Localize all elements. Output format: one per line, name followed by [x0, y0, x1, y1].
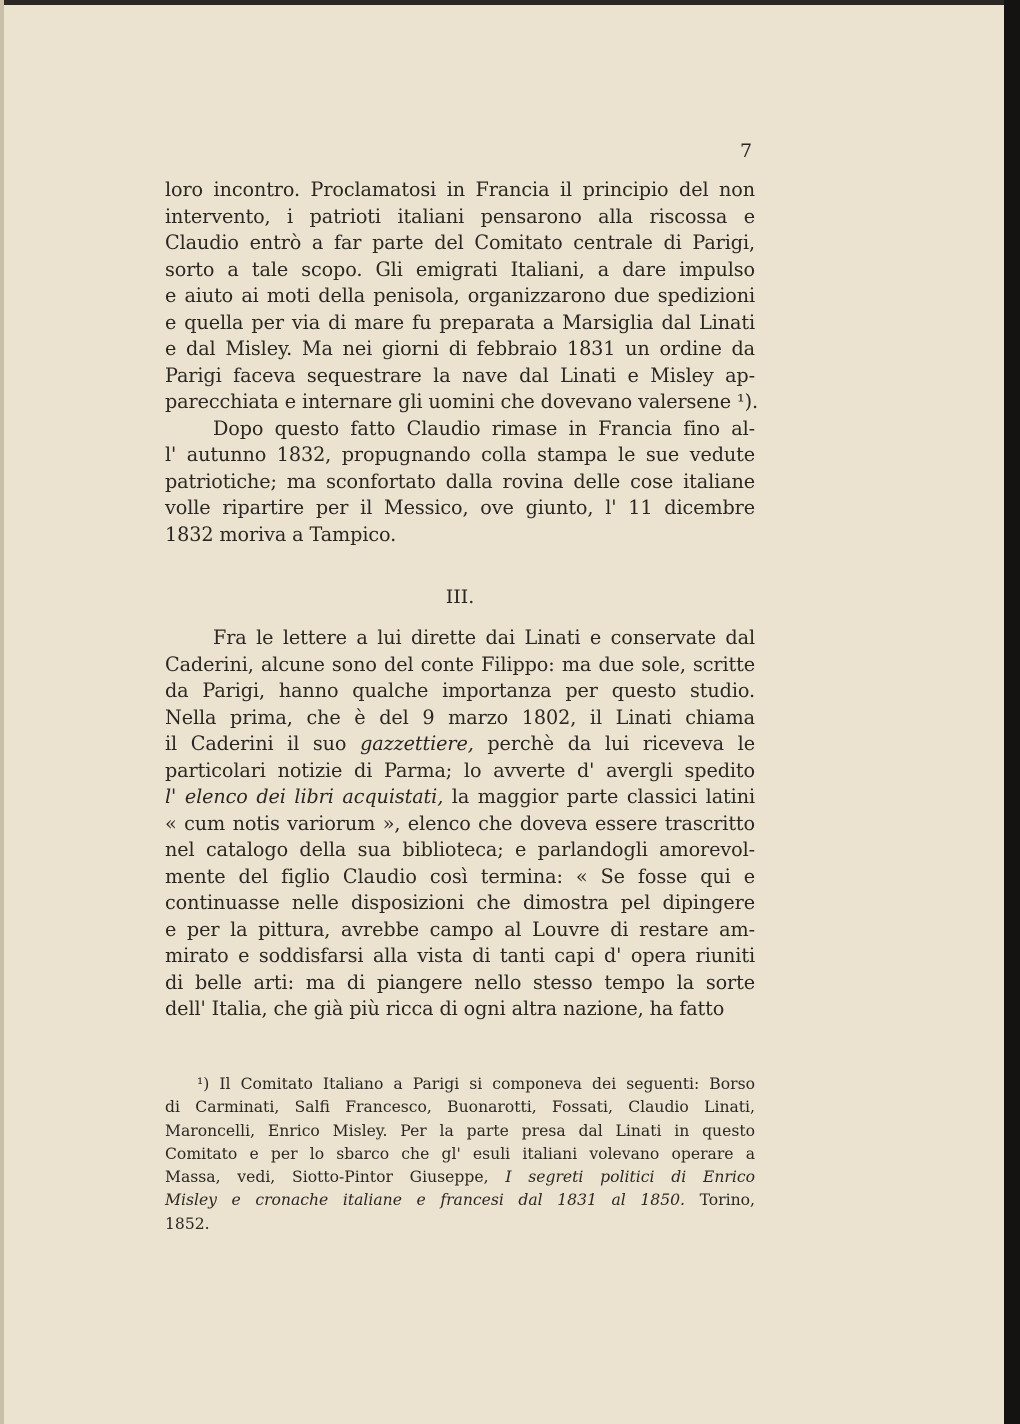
- text-line: [165, 442, 755, 469]
- text-run: Massa, vedi, Siotto-Pintor Giuseppe,: [165, 1168, 506, 1187]
- text-run: Dopo questo fatto Claudio rimase in Francia fino al-: [213, 416, 755, 440]
- text-run: la maggior parte classici latini: [443, 785, 755, 808]
- text-run: patriotiche; ma sconfortato dalla rovina delle cose italiane: [165, 469, 755, 493]
- text-line: [165, 1143, 755, 1166]
- text-line: [165, 469, 755, 496]
- text-line: [165, 811, 755, 838]
- text-line: [165, 363, 755, 390]
- text-line: [165, 652, 755, 679]
- text-run: « cum notis variorum », elenco che doveva essere trascritto: [165, 811, 755, 835]
- paragraph-block-2: [165, 625, 755, 1023]
- text-run: e quella per via di mare fu preparata a Marsiglia dal Linati: [165, 310, 755, 334]
- text-run: mente del figlio Claudio così termina: « Se fosse qui e: [165, 864, 755, 888]
- text-run: intervento, i patrioti italiani pensarono alla riscossa e: [165, 204, 755, 228]
- text-line: [165, 1166, 755, 1189]
- italic-text: gazzettiere,: [360, 732, 474, 755]
- text-run: e dal Misley. Ma nei giorni di febbraio 1831 un ordine da: [165, 337, 755, 360]
- text-line: [165, 864, 755, 891]
- text-run: e per la pittura, avrebbe campo al Louvre di restare am-: [165, 917, 755, 941]
- text-line: [165, 1096, 755, 1119]
- page-number: 7: [740, 140, 753, 162]
- text-line: [165, 996, 755, 1023]
- text-line: [165, 758, 755, 785]
- text-line: [165, 1073, 755, 1096]
- text-line: [165, 1213, 755, 1236]
- text-line: [165, 495, 755, 522]
- text-line: [165, 731, 755, 758]
- italic-text: Misley e cronache italiane e francesi dal 1831 al 1850.: [165, 1191, 685, 1210]
- footnote: [165, 1073, 755, 1236]
- text-line: [165, 177, 755, 204]
- text-line: [165, 917, 755, 944]
- text-run: Nella prima, che è del 9 marzo 1802, il Linati chiama: [165, 705, 755, 729]
- text-line: [165, 1189, 755, 1212]
- scan-left-edge: [0, 0, 4, 1424]
- text-run: continuasse nelle disposizioni che dimostra pel dipingere: [165, 891, 755, 914]
- text-line: [165, 943, 755, 970]
- text-run: ¹) Il Comitato Italiano a Parigi si componeva dei seguenti: Borso: [197, 1075, 755, 1093]
- text-run: il Caderini il suo: [165, 732, 361, 755]
- text-run: 1832 moriva a Tampico.: [165, 522, 397, 546]
- text-run: Parigi faceva sequestrare la nave dal Linati e Misley ap-: [165, 363, 755, 387]
- text-run: mirato e soddisfarsi alla vista di tanti capi d' opera riuniti: [165, 944, 755, 967]
- text-line: [165, 310, 755, 337]
- text-run: nel catalogo della sua biblioteca; e parlandogli amorevol-: [165, 838, 755, 861]
- text-line: [165, 890, 755, 917]
- text-line: [165, 837, 755, 864]
- text-line: [165, 230, 755, 257]
- text-run: Comitato e per lo sbarco che gl' esuli italiani volevano operare a: [165, 1144, 755, 1163]
- text-line: [165, 336, 755, 363]
- text-line: [165, 522, 755, 549]
- paragraph-block-1: [165, 177, 759, 548]
- text-run: loro incontro. Proclamatosi in Francia il principio del non: [165, 178, 755, 201]
- text-run: di belle arti: ma di piangere nello stesso tempo la sorte: [165, 970, 755, 994]
- text-run: e aiuto ai moti della penisola, organizzarono due spedizioni: [165, 284, 755, 307]
- text-run: di Carminati, Salfi Francesco, Buonarotti, Fossati, Claudio Linati,: [165, 1098, 755, 1117]
- text-line: [165, 204, 755, 231]
- italic-text: I segreti politici di Enrico: [505, 1168, 756, 1187]
- text-run: Claudio entrò a far parte del Comitato centrale di Parigi,: [165, 231, 755, 254]
- scan-right-edge: [1004, 0, 1020, 1424]
- text-run: Fra le lettere a lui dirette dai Linati e conservate dal: [213, 626, 755, 649]
- text-line: [165, 257, 755, 284]
- scan-top-edge: [0, 0, 1020, 5]
- text-line: [165, 1120, 755, 1143]
- text-line: [165, 705, 755, 732]
- text-run: da Parigi, hanno qualche importanza per questo studio.: [165, 679, 755, 702]
- text-line: [165, 678, 755, 705]
- text-run: parecchiata e internare gli uomini che dovevano valersene ¹).: [165, 390, 759, 413]
- text-run: sorto a tale scopo. Gli emigrati Italiani, a dare impulso: [165, 257, 755, 281]
- text-run: particolari notizie di Parma; lo avverte d' avergli spedito: [165, 758, 755, 782]
- text-run: Maroncelli, Enrico Misley. Per la parte presa dal Linati in questo: [165, 1121, 755, 1140]
- text-line: [165, 283, 755, 310]
- text-run: Caderini, alcune sono del conte Filippo: ma due sole, scritte: [165, 652, 755, 676]
- text-run: perchè da lui riceveva le: [473, 732, 755, 755]
- italic-text: l' elenco dei libri acquistati,: [165, 785, 444, 808]
- text-line: [165, 970, 755, 997]
- text-line: [165, 784, 755, 811]
- section-heading: III.: [445, 586, 475, 608]
- text-run: dell' Italia, che già più ricca di ogni altra nazione, ha fatto: [165, 997, 725, 1020]
- text-run: volle ripartire per il Messico, ove giunto, l' 11 dicembre: [165, 496, 755, 519]
- text-line: [165, 416, 755, 443]
- text-line: [165, 625, 755, 652]
- text-run: 1852.: [165, 1214, 210, 1233]
- text-run: l' autunno 1832, propugnando colla stampa le sue vedute: [165, 443, 755, 466]
- text-run: Torino,: [685, 1191, 755, 1210]
- text-line: [165, 389, 759, 416]
